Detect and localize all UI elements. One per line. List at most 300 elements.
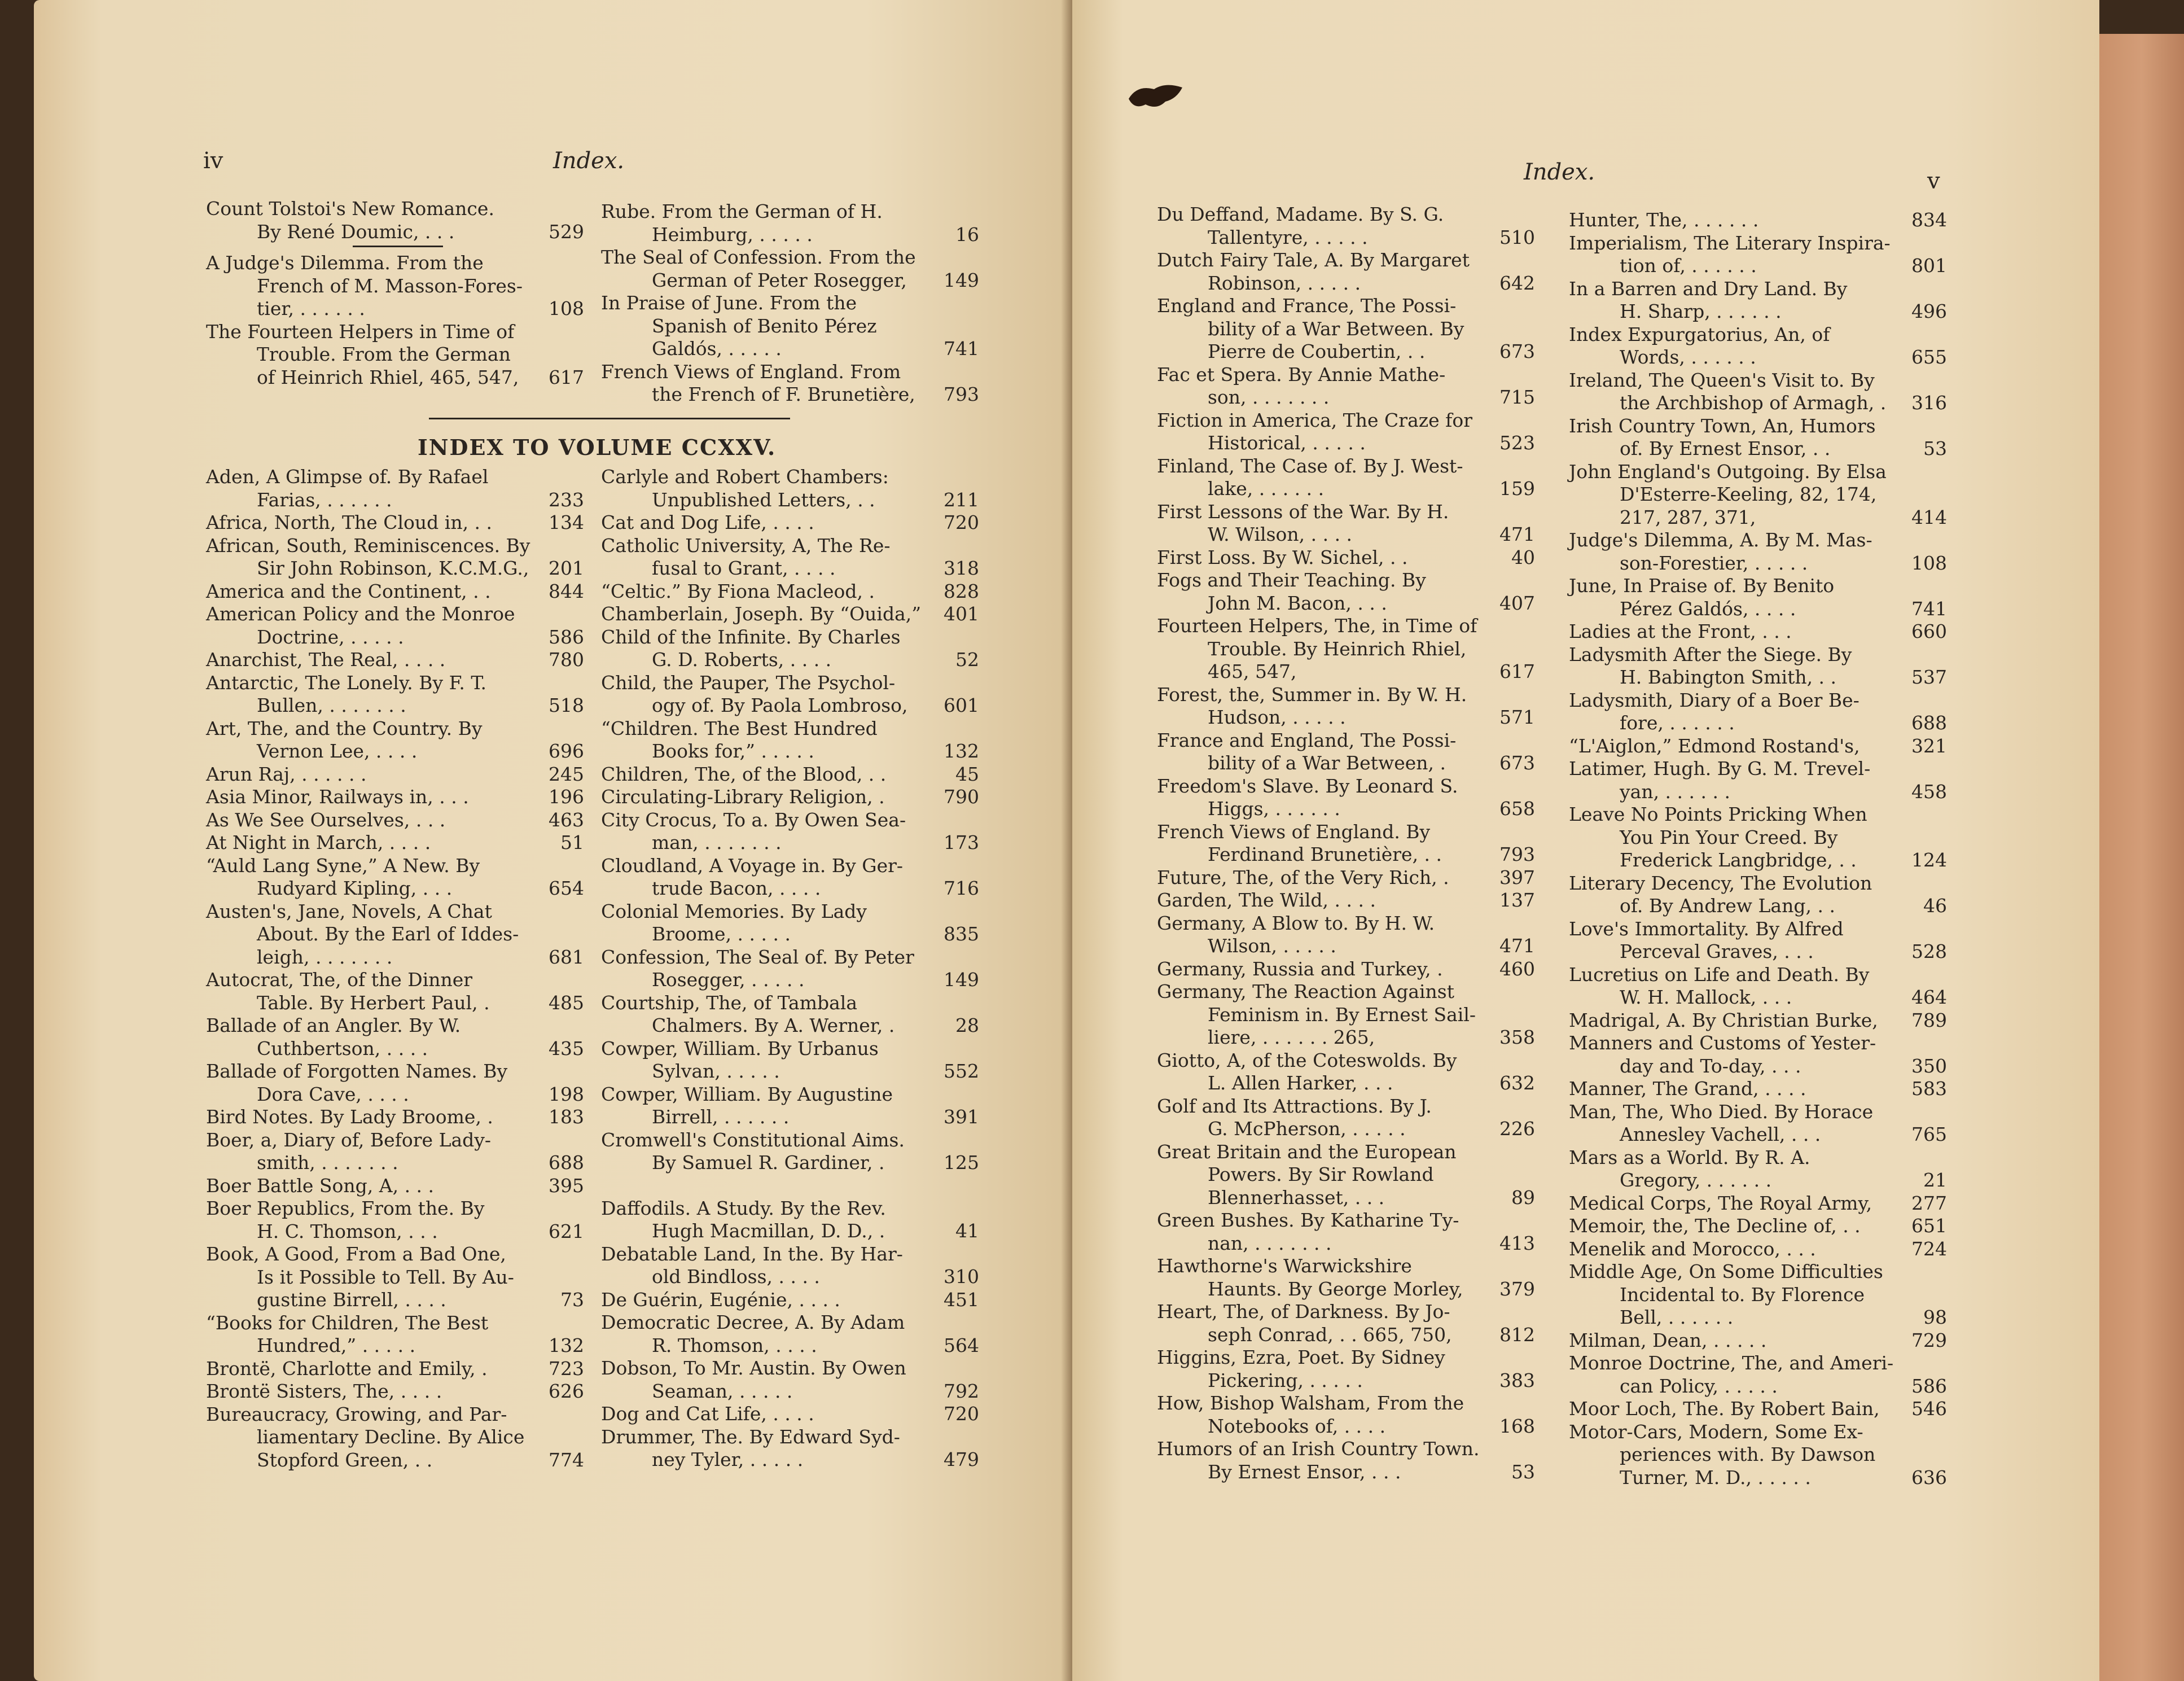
- entry-text: [206, 1014, 539, 1060]
- entry-line: In a Barren and Dry Land. By: [1569, 277, 1848, 300]
- entry-line: Spanish of Benito Pérez: [652, 314, 877, 337]
- entry-text: [1569, 735, 1902, 758]
- entry-page-number: 201: [549, 557, 584, 579]
- entry-page-number: 793: [1499, 843, 1535, 865]
- index-entry: [1157, 409, 1535, 455]
- entry-line: Pérez Galdós, . . . .: [1620, 597, 1796, 620]
- entry-text: [1157, 203, 1490, 249]
- entry-page-number: 741: [1911, 597, 1947, 620]
- entry-page-number: 451: [944, 1288, 979, 1311]
- entry-line: American Policy and the Monroe: [206, 603, 515, 625]
- entry-page-number: 790: [944, 786, 979, 808]
- index-entry: [1157, 1095, 1535, 1141]
- index-entry: [1157, 980, 1535, 1049]
- entry-line: of Heinrich Rhiel, 465, 547,: [257, 366, 519, 388]
- index-entry: [1569, 369, 1947, 415]
- index-entry: [206, 252, 584, 321]
- entry-line: ney Tyler, . . . . .: [652, 1448, 804, 1470]
- entry-text: [1569, 758, 1902, 803]
- entry-line: Medical Corps, The Royal Army,: [1569, 1192, 1872, 1214]
- entry-text: [601, 946, 934, 992]
- running-head: Index.: [553, 148, 625, 174]
- entry-line: fusal to Grant, . . . .: [652, 557, 836, 579]
- entry-line: By Ernest Ensor, . . .: [1208, 1460, 1401, 1483]
- entry-line: the French of F. Brunetière,: [652, 383, 915, 405]
- entry-line: Cloudland, A Voyage in. By Ger-: [601, 854, 904, 877]
- entry-text: [206, 831, 539, 855]
- entry-line: Du Deffand, Madame. By S. G.: [1157, 203, 1444, 225]
- entry-page-number: 159: [1499, 478, 1535, 500]
- entry-page-number: 28: [955, 1014, 979, 1036]
- entry-text: [1569, 1146, 1902, 1192]
- index-entry: [206, 649, 584, 672]
- entry-page-number: 688: [1911, 712, 1947, 734]
- entry-text: [601, 1289, 934, 1312]
- entry-page-number: 53: [1511, 1460, 1535, 1483]
- entry-text: [1569, 1421, 1902, 1490]
- index-entry: [206, 198, 584, 243]
- index-entry: [206, 1060, 584, 1106]
- entry-page-number: 407: [1499, 592, 1535, 614]
- index-entry: [1157, 569, 1535, 615]
- left-page: [34, 0, 1072, 1681]
- entry-line: Heart, The, of Darkness. By Jo-: [1157, 1301, 1450, 1323]
- entry-page-number: 52: [955, 649, 979, 671]
- entry-text: [206, 535, 539, 580]
- entry-page-number: 601: [944, 694, 979, 716]
- entry-line: England and France, The Possi-: [1157, 295, 1457, 317]
- entry-page-number: 137: [1499, 889, 1535, 911]
- entry-text: [206, 900, 539, 969]
- entry-line: French of M. Masson-Fores-: [257, 274, 523, 297]
- entry-line: Birrell, . . . . . .: [652, 1106, 790, 1128]
- entry-line: Book, A Good, From a Bad One,: [206, 1243, 506, 1265]
- entry-line: City Crocus, To a. By Owen Sea-: [601, 808, 906, 831]
- entry-line: Haunts. By George Morley,: [1208, 1277, 1463, 1300]
- entry-text: [1569, 461, 1902, 529]
- entry-line: yan, . . . . . .: [1620, 780, 1730, 803]
- entry-page-number: 546: [1911, 1398, 1947, 1420]
- entry-line: Unpublished Letters, . .: [652, 488, 875, 511]
- index-heading: INDEX TO VOLUME CCXXV.: [418, 435, 777, 460]
- entry-page-number: 460: [1499, 957, 1535, 980]
- entry-line: liamentary Decline. By Alice: [257, 1426, 525, 1448]
- entry-page-number: 720: [944, 1403, 979, 1425]
- index-entry: [1157, 455, 1535, 501]
- entry-line: Feminism in. By Ernest Sail-: [1208, 1003, 1476, 1026]
- entry-page-number: 134: [549, 511, 584, 533]
- entry-page-number: 413: [1499, 1232, 1535, 1254]
- entry-line: “Books for Children, The Best: [206, 1311, 489, 1334]
- entry-text: [1157, 1209, 1490, 1255]
- entry-line: H. C. Thomson, . . .: [257, 1220, 438, 1242]
- entry-text: [1157, 866, 1490, 890]
- entry-text: [601, 511, 934, 535]
- entry-line: Man, The, Who Died. By Horace: [1569, 1100, 1874, 1123]
- entry-text: [601, 246, 934, 292]
- entry-text: [1157, 1141, 1490, 1210]
- entry-text: [1569, 232, 1902, 278]
- entry-line: Cowper, William. By Urbanus: [601, 1037, 879, 1060]
- index-entry: [1569, 461, 1947, 529]
- entry-line: Imperialism, The Literary Inspira-: [1569, 231, 1891, 254]
- entry-page-number: 21: [1923, 1169, 1947, 1191]
- entry-page-number: 792: [944, 1380, 979, 1402]
- entry-line: Dora Cave, . . . .: [257, 1083, 409, 1105]
- index-entry: [601, 900, 979, 946]
- entry-page-number: 696: [549, 740, 584, 762]
- entry-line: H. Babington Smith, . .: [1620, 666, 1837, 688]
- entry-line: Rudyard Kipling, . . .: [257, 877, 453, 899]
- entry-text: [206, 580, 539, 603]
- index-entry: [1569, 620, 1947, 643]
- entry-text: [206, 809, 539, 832]
- entry-line: Dutch Fairy Tale, A. By Margaret: [1157, 249, 1470, 271]
- index-entry: [1569, 1260, 1947, 1329]
- entry-page-number: 586: [549, 625, 584, 648]
- entry-line: Doctrine, . . . . .: [257, 625, 404, 648]
- entry-line: Frederick Langbridge, . .: [1620, 849, 1857, 871]
- entry-line: Child, the Pauper, The Psychol-: [601, 671, 896, 694]
- entry-line: The Seal of Confession. From the: [601, 246, 916, 268]
- entry-line: The Fourteen Helpers in Time of: [206, 320, 515, 343]
- entry-text: [601, 466, 934, 511]
- entry-text: [601, 1243, 934, 1289]
- index-entry: [1157, 1346, 1535, 1392]
- index-entry: [206, 511, 584, 535]
- entry-line: First Loss. By W. Sichel, . .: [1157, 546, 1408, 568]
- short-divider: [353, 246, 443, 247]
- entry-page-number: 435: [549, 1037, 584, 1060]
- entry-line: tion of, . . . . . .: [1620, 255, 1757, 277]
- entry-line: Asia Minor, Railways in, . . .: [206, 786, 469, 808]
- entry-text: [601, 717, 934, 763]
- entry-line: France and England, The Possi-: [1157, 729, 1457, 751]
- entry-text: [601, 580, 934, 603]
- index-entry: [1569, 529, 1947, 575]
- entry-line: Ladysmith, Diary of a Boer Be-: [1569, 689, 1860, 711]
- entry-line: Ireland, The Queen's Visit to. By: [1569, 369, 1875, 391]
- entry-line: Seaman, . . . . .: [652, 1380, 793, 1402]
- index-entry: [601, 1083, 979, 1129]
- entry-line: Cowper, William. By Augustine: [601, 1083, 893, 1105]
- entry-text: [1569, 1260, 1902, 1329]
- entry-line: Pierre de Coubertin, . .: [1208, 340, 1426, 362]
- entry-line: Hugh Macmillan, D. D., .: [652, 1220, 885, 1242]
- entry-text: [1157, 729, 1490, 775]
- entry-page-number: 350: [1911, 1054, 1947, 1077]
- entry-text: [1569, 872, 1902, 918]
- page-number: v: [1927, 168, 1940, 194]
- entry-text: [1569, 1078, 1902, 1101]
- index-entry: [601, 672, 979, 717]
- entry-page-number: 89: [1511, 1186, 1535, 1209]
- entry-line: Tallentyre, . . . . .: [1208, 226, 1368, 248]
- entry-text: [206, 511, 539, 535]
- entry-text: [206, 1380, 539, 1403]
- entry-page-number: 226: [1499, 1118, 1535, 1140]
- entry-line: Hawthorne's Warwickshire: [1157, 1255, 1412, 1277]
- entry-line: Farias, . . . . . .: [257, 488, 392, 511]
- index-column: [601, 200, 979, 406]
- index-entry: [1157, 546, 1535, 570]
- entry-line: Arun Raj, . . . . . .: [206, 763, 367, 785]
- entry-page-number: 586: [1911, 1374, 1947, 1397]
- index-entry: [601, 946, 979, 992]
- entry-line: Blennerhasset, . . .: [1208, 1186, 1385, 1209]
- index-entry: [1569, 1009, 1947, 1032]
- entry-page-number: 774: [549, 1448, 584, 1471]
- entry-line: John England's Outgoing. By Elsa: [1569, 460, 1887, 483]
- entry-line: Green Bushes. By Katharine Ty-: [1157, 1209, 1459, 1231]
- entry-text: [1569, 918, 1902, 964]
- entry-line: Germany, Russia and Turkey, .: [1157, 957, 1443, 980]
- entry-text: [1569, 1192, 1902, 1215]
- entry-page-number: 651: [1911, 1215, 1947, 1237]
- entry-line: Colonial Memories. By Lady: [601, 900, 867, 922]
- entry-line: Giotto, A, of the Coteswolds. By: [1157, 1049, 1457, 1071]
- entry-line: Drummer, The. By Edward Syd-: [601, 1425, 900, 1448]
- index-entry: [601, 580, 979, 603]
- entry-page-number: 321: [1911, 734, 1947, 757]
- entry-line: Notebooks of, . . . .: [1208, 1415, 1386, 1437]
- entry-line: Trouble. By Heinrich Rhiel,: [1208, 637, 1467, 660]
- entry-line: gustine Birrell, . . . .: [257, 1289, 446, 1311]
- entry-line: Antarctic, The Lonely. By F. T.: [206, 671, 486, 694]
- entry-line: seph Conrad, . . 665, 750,: [1208, 1323, 1452, 1346]
- entry-line: You Pin Your Creed. By: [1620, 826, 1838, 848]
- entry-line: Democratic Decree, A. By Adam: [601, 1311, 905, 1333]
- entry-text: [206, 786, 539, 809]
- entry-line: Heimburg, . . . . .: [652, 223, 813, 246]
- entry-text: [206, 1106, 539, 1129]
- entry-page-number: 401: [944, 603, 979, 625]
- entry-text: [1157, 1095, 1490, 1141]
- entry-line: Confession, The Seal of. By Peter: [601, 945, 914, 968]
- index-entry: [1157, 295, 1535, 364]
- entry-line: Great Britain and the European: [1157, 1140, 1457, 1163]
- entry-text: [1157, 455, 1490, 501]
- entry-text: [601, 1403, 934, 1426]
- index-entry: [1157, 203, 1535, 249]
- index-entry: [601, 1197, 979, 1243]
- entry-text: [1157, 501, 1490, 546]
- entry-line: As We See Ourselves, . . .: [206, 808, 446, 831]
- entry-line: Humors of an Irish Country Town.: [1157, 1438, 1480, 1460]
- entry-text: [1569, 1009, 1902, 1032]
- entry-line: Annesley Vachell, . . .: [1620, 1123, 1821, 1145]
- entry-line: Menelik and Morocco, . . .: [1569, 1237, 1816, 1260]
- entry-line: John M. Bacon, . . .: [1208, 592, 1387, 614]
- entry-text: [1569, 415, 1902, 461]
- index-entry: [206, 809, 584, 832]
- index-entry: [1157, 364, 1535, 409]
- entry-line: About. By the Earl of Iddes-: [257, 923, 519, 945]
- index-entry: [601, 292, 979, 361]
- entry-line: nan, . . . . . . .: [1208, 1232, 1332, 1254]
- entry-page-number: 458: [1911, 780, 1947, 803]
- entry-text: [601, 786, 934, 809]
- entry-line: Child of the Infinite. By Charles: [601, 625, 901, 648]
- entry-text: [1157, 569, 1490, 615]
- entry-text: [1569, 1215, 1902, 1238]
- index-entry: [1569, 1421, 1947, 1490]
- entry-text: [1157, 546, 1490, 570]
- section-divider: [429, 418, 790, 419]
- entry-page-number: 310: [944, 1266, 979, 1288]
- entry-line: Autocrat, The, of the Dinner: [206, 969, 473, 991]
- index-column: [1157, 203, 1535, 1483]
- entry-line: Robinson, . . . . .: [1208, 272, 1361, 294]
- entry-line: leigh, . . . . . . .: [257, 945, 393, 968]
- entry-line: G. McPherson, . . . . .: [1208, 1118, 1406, 1140]
- entry-line: Middle Age, On Some Difficulties: [1569, 1260, 1883, 1282]
- entry-line: Memoir, the, The Decline of, . .: [1569, 1215, 1861, 1237]
- entry-text: [1569, 323, 1902, 369]
- entry-line: son-Forestier, . . . . .: [1620, 551, 1808, 574]
- index-column: [206, 198, 584, 389]
- entry-line: Ballade of Forgotten Names. By: [206, 1060, 508, 1082]
- entry-page-number: 741: [944, 338, 979, 360]
- entry-text: [601, 1357, 934, 1403]
- entry-line: Manner, The Grand, . . . .: [1569, 1078, 1806, 1100]
- entry-line: of. By Ernest Ensor, . .: [1620, 437, 1831, 459]
- entry-line: Golf and Its Attractions. By J.: [1157, 1095, 1432, 1117]
- index-entry: [1157, 775, 1535, 821]
- index-entry: [601, 763, 979, 786]
- entry-line: G. D. Roberts, . . . .: [652, 649, 832, 671]
- entry-text: [206, 1060, 539, 1106]
- entry-text: [1569, 369, 1902, 415]
- entry-page-number: 463: [549, 808, 584, 831]
- entry-line: W. H. Mallock, . . .: [1620, 986, 1792, 1008]
- page-edge: [2099, 34, 2184, 1681]
- index-entry: [206, 1243, 584, 1312]
- index-entry: [1157, 1301, 1535, 1346]
- entry-line: Finland, The Case of. By J. West-: [1157, 454, 1463, 477]
- entry-text: [206, 466, 539, 511]
- entry-line: Cat and Dog Life, . . . .: [601, 511, 814, 533]
- entry-page-number: 564: [944, 1334, 979, 1356]
- index-entry: [1569, 689, 1947, 735]
- entry-line: Children, The, of the Blood, . .: [601, 763, 887, 785]
- entry-page-number: 53: [1923, 437, 1947, 459]
- entry-text: [601, 1197, 934, 1243]
- entry-line: Bureaucracy, Growing, and Par-: [206, 1403, 507, 1425]
- entry-line: of. By Andrew Lang, . .: [1620, 895, 1835, 917]
- entry-line: Love's Immortality. By Alfred: [1569, 917, 1844, 940]
- entry-page-number: 801: [1911, 255, 1947, 277]
- entry-line: Books for,” . . . . .: [652, 740, 814, 762]
- entry-line: Motor-Cars, Modern, Some Ex-: [1569, 1420, 1863, 1443]
- entry-line: Turner, M. D., . . . . .: [1620, 1466, 1811, 1489]
- entry-page-number: 552: [944, 1060, 979, 1082]
- entry-text: [1157, 1346, 1490, 1392]
- entry-page-number: 583: [1911, 1078, 1947, 1100]
- entry-text: [206, 1197, 539, 1243]
- index-entry: [206, 717, 584, 763]
- entry-text: [601, 603, 934, 626]
- index-entry: [1569, 872, 1947, 918]
- entry-text: [1569, 803, 1902, 872]
- entry-text: [601, 672, 934, 717]
- index-entry: [206, 855, 584, 900]
- entry-line: Brontë Sisters, The, . . . .: [206, 1380, 442, 1402]
- index-entry: [601, 361, 979, 406]
- entry-text: [1569, 278, 1902, 323]
- running-head: Index.: [1524, 159, 1595, 185]
- entry-line: By René Doumic, . . .: [257, 220, 455, 243]
- entry-page-number: 780: [549, 649, 584, 671]
- entry-page-number: 414: [1911, 506, 1947, 528]
- entry-text: [1569, 1352, 1902, 1398]
- entry-page-number: 723: [549, 1357, 584, 1380]
- entry-page-number: 617: [1499, 660, 1535, 682]
- entry-text: [1157, 684, 1490, 729]
- index-entry: [1157, 1255, 1535, 1301]
- entry-page-number: 464: [1911, 986, 1947, 1008]
- index-entry: [206, 1014, 584, 1060]
- index-entry: [1569, 1032, 1947, 1078]
- entry-line: Mars as a World. By R. A.: [1569, 1146, 1810, 1168]
- entry-line: Daffodils. A Study. By the Rev.: [601, 1197, 886, 1219]
- index-column: [206, 466, 584, 1472]
- entry-line: Hunter, The, . . . . . .: [1569, 209, 1759, 231]
- index-entry: [206, 786, 584, 809]
- entry-line: Literary Decency, The Evolution: [1569, 872, 1872, 894]
- entry-line: Sir John Robinson, K.C.M.G.,: [257, 557, 529, 579]
- entry-line: Hundred,” . . . . .: [257, 1334, 416, 1356]
- entry-page-number: 812: [1499, 1323, 1535, 1346]
- entry-line: Irish Country Town, An, Humors: [1569, 414, 1876, 437]
- entry-page-number: 617: [549, 366, 584, 388]
- entry-line: Bird Notes. By Lady Broome, .: [206, 1106, 493, 1128]
- index-entry: [206, 1129, 584, 1175]
- index-entry: [206, 672, 584, 717]
- entry-page-number: 636: [1911, 1466, 1947, 1489]
- entry-text: [206, 969, 539, 1014]
- index-entry: [206, 1358, 584, 1381]
- entry-line: Sylvan, . . . . .: [652, 1060, 780, 1082]
- entry-line: Chalmers. By A. Werner, .: [652, 1014, 895, 1036]
- entry-line: Powers. By Sir Rowland: [1208, 1163, 1434, 1185]
- index-entry: [1569, 758, 1947, 803]
- entry-text: [1569, 1238, 1902, 1261]
- entry-page-number: 149: [944, 269, 979, 291]
- entry-page-number: 73: [560, 1289, 584, 1311]
- entry-line: Rube. From the German of H.: [601, 200, 883, 222]
- entry-page-number: 41: [955, 1220, 979, 1242]
- entry-text: [1157, 409, 1490, 455]
- index-entry: [206, 1106, 584, 1129]
- entry-line: Forest, the, Summer in. By W. H.: [1157, 683, 1467, 706]
- index-column: [601, 466, 979, 1472]
- entry-page-number: 658: [1499, 798, 1535, 820]
- entry-page-number: 316: [1911, 392, 1947, 414]
- entry-page-number: 793: [944, 383, 979, 405]
- entry-page-number: 132: [944, 740, 979, 762]
- entry-line: “L'Aiglon,” Edmond Rostand's,: [1569, 734, 1860, 757]
- entry-page-number: 724: [1911, 1237, 1947, 1260]
- entry-page-number: 379: [1499, 1277, 1535, 1300]
- entry-line: Rosegger, . . . . .: [652, 969, 805, 991]
- entry-line: Fourteen Helpers, The, in Time of: [1157, 615, 1477, 637]
- entry-line: Table. By Herbert Paul, .: [257, 991, 490, 1014]
- index-entry: [206, 1312, 584, 1358]
- entry-line: Wilson, . . . . .: [1208, 935, 1336, 957]
- entry-line: smith, . . . . . . .: [257, 1152, 398, 1174]
- entry-line: Aden, A Glimpse of. By Rafael: [206, 466, 489, 488]
